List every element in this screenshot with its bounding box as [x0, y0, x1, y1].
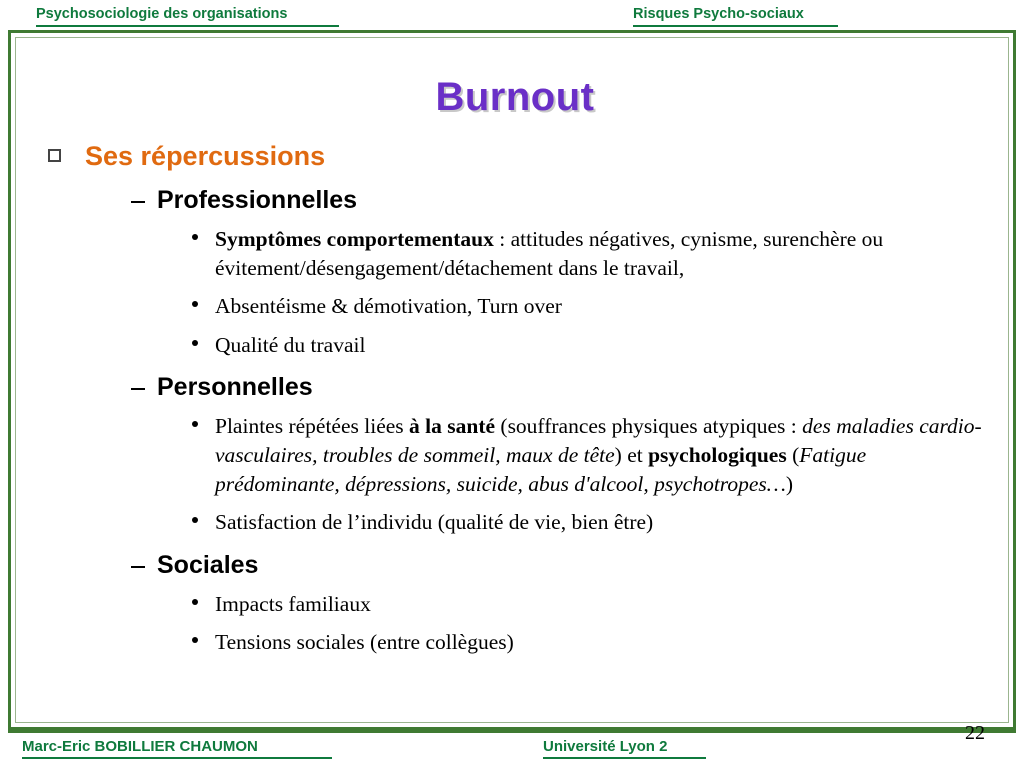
subsection-heading [39, 551, 991, 580]
square-bullet-icon [48, 149, 61, 162]
bullet-text-run: Symptômes comportementaux [215, 227, 494, 251]
bullet-text-run: Tensions sociales (entre collègues) [215, 630, 514, 655]
round-bullet-icon [192, 421, 198, 427]
dash-bullet-icon [131, 388, 145, 390]
header-course-title: Psychosociologie des organisations [36, 6, 288, 22]
footer-rule [8, 730, 1016, 733]
header-left-underline [36, 25, 339, 27]
bullet-item [39, 590, 991, 619]
footer-right-underline [543, 757, 706, 759]
content-groups [39, 186, 991, 657]
subsection-heading [39, 186, 991, 215]
bullet-text-run: : attitudes négatives, cynisme, surenchère ou évitement/désengagement/détachement dans le travail, [215, 227, 884, 280]
bullet-text-run: Plaintes répétées liées [215, 414, 410, 439]
footer-author: Marc-Eric BOBILLIER CHAUMON [22, 738, 258, 755]
bullet-item [39, 628, 991, 657]
bullet-item [39, 412, 991, 498]
bullet-item [39, 331, 991, 360]
slide-content [39, 141, 991, 657]
header-section-title: Risques Psycho-sociaux [633, 6, 804, 22]
footer-institution: Université Lyon 2 [543, 738, 668, 755]
bullet-item [39, 225, 991, 282]
bullet-text-run: Qualité du travail [215, 332, 366, 357]
slide-footer [0, 738, 1024, 762]
header-right-underline [633, 25, 838, 27]
bullet-text-run: Absentéisme & démotivation, Turn over [215, 294, 562, 319]
round-bullet-icon [192, 517, 198, 523]
bullet-text-run: Fatigue prédominante, dépressions, suicide, abus d'alcool, psychotropes… [215, 442, 867, 496]
bullet-text-run: à la santé [409, 414, 496, 439]
bullet-text-run: ) et [614, 442, 649, 467]
footer-left-underline [22, 757, 332, 759]
dash-bullet-icon [131, 566, 145, 568]
subsection-heading-label: Sociales [157, 550, 259, 579]
section-heading-label: Ses répercussions [85, 141, 326, 171]
round-bullet-icon [192, 599, 198, 605]
section-heading [39, 141, 991, 172]
round-bullet-icon [192, 301, 198, 307]
round-bullet-icon [192, 637, 198, 643]
bullet-text-run: des maladies cardio-vasculaires, troubles de sommeil, maux de tête [215, 414, 982, 467]
bullet-text-run: psychologiques [648, 442, 787, 467]
bullet-text-run: ) [785, 471, 794, 496]
bullet-item [39, 292, 991, 321]
round-bullet-icon [192, 234, 198, 240]
subsection-heading [39, 373, 991, 402]
slide-frame [8, 30, 1016, 730]
bullet-text-run: ( [786, 442, 800, 467]
subsection-heading-label: Professionnelles [157, 186, 358, 214]
bullet-text-run: Impacts familiaux [215, 591, 371, 616]
round-bullet-icon [192, 340, 198, 346]
bullet-item [39, 508, 991, 537]
dash-bullet-icon [131, 201, 145, 203]
bullet-text-run: (souffrances physiques atypiques : [495, 414, 803, 439]
slide-header [0, 6, 1024, 28]
slide-title: Burnout [435, 75, 595, 119]
bullet-text-run: Satisfaction de l’individu (qualité de vie, bien être) [215, 510, 654, 535]
page-number: 22 [965, 722, 985, 744]
subsection-heading-label: Personnelles [157, 373, 313, 402]
